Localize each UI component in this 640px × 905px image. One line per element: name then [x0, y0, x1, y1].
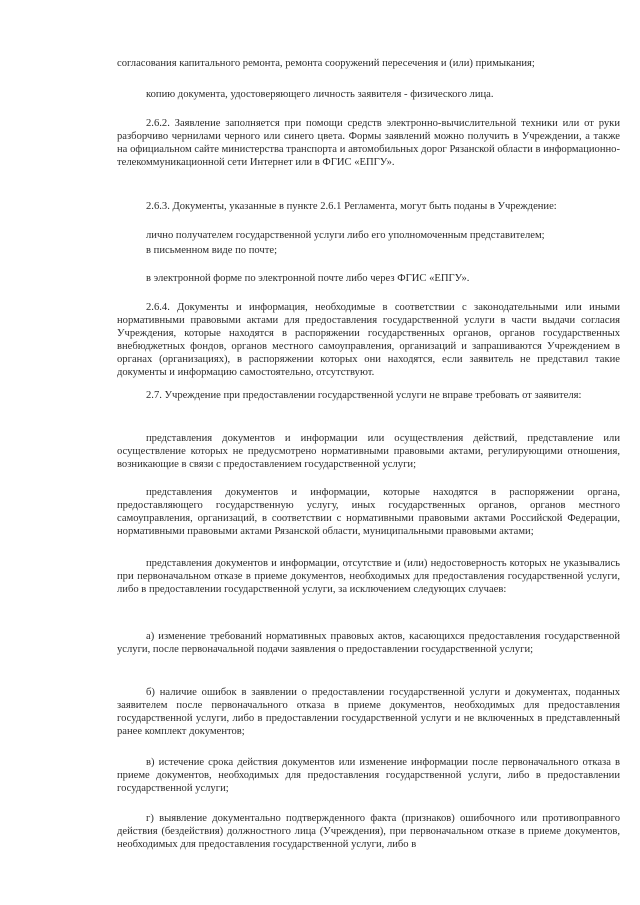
- paragraph-identity-document: копию документа, удостоверяющего личность заявителя - физического лица.: [146, 89, 494, 100]
- paragraph-documents-in-possession: представления документов и информации, которые находятся в распоряжении органа, предоставляющего государственную услугу, иных государственных органов, органов местного самоуправления, организаций, в соответствии с нормативными правовыми актами Российской Федерации, нормативными правовыми актами Рязанской области, муниципальными правовыми актами;: [117, 487, 620, 537]
- paragraph-initial-refusal: представления документов и информации, отсутствие и (или) недостоверность которых не указывались при первоначальном отказе в приеме документов, необходимых для предоставления государственной услуги, либо в предоставлении государственной услуги, за исключением следующих случаев:: [117, 558, 620, 595]
- list-item-a: а) изменение требований нормативных правовых актов, касающихся предоставления государственной услуги, после первоначальной подачи заявления о предоставлении государственной услуги;: [117, 631, 620, 655]
- list-item-in-person: лично получателем государственной услуги либо его уполномоченным представителем;: [146, 230, 545, 241]
- list-item-v: в) истечение срока действия документов или изменение информации после первоначального отказа в приеме документов, необходимых для предоставления государственной услуги, либо в предоставлении государственной услуги;: [117, 757, 620, 794]
- list-item-by-mail: в письменном виде по почте;: [146, 245, 278, 256]
- paragraph-representation-actions: представления документов и информации или осуществления действий, представление или осуществление которых не предусмотрено нормативными правовыми актами, регулирующими отношения, возникающие в связи с предоставлением государственной услуги;: [117, 433, 620, 470]
- paragraph-2-6-3: 2.6.3. Документы, указанные в пункте 2.6.1 Регламента, могут быть поданы в Учреждение:: [146, 201, 557, 212]
- list-item-electronic: в электронной форме по электронной почте либо через ФГИС «ЕПГУ».: [146, 273, 470, 284]
- paragraph-2-6-2: 2.6.2. Заявление заполняется при помощи средств электронно-вычислительной техники или от руки разборчиво чернилами черного или синего цвета. Формы заявлений можно получить в Учреждении, а также на официальном сайте министерства транспорта и автомобильных дорог Рязанской области в информационно-телекоммуникационной сети Интернет или в ФГИС «ЕПГУ».: [117, 118, 620, 168]
- list-item-g: г) выявление документально подтвержденного факта (признаков) ошибочного или противоправного действия (бездействия) должностного лица (Учреждения), при первоначальном отказе в приеме документов, необходимых для предоставления государственной услуги, либо в: [117, 813, 620, 850]
- paragraph-approval-repair: согласования капитального ремонта, ремонта сооружений пересечения и (или) примыкания;: [117, 58, 535, 69]
- list-item-b: б) наличие ошибок в заявлении о предоставлении государственной услуги и документах, поданных заявителем после первоначального отказа в приеме документов, необходимых для предоставления государственной услуги, либо в предоставлении государственной услуги и не включенных в представленный ранее комплект документов;: [117, 687, 620, 737]
- paragraph-2-6-4: 2.6.4. Документы и информация, необходимые в соответствии с законодательными или иными нормативными правовыми актами для предоставления государственной услуги в части выдачи согласия Учреждения, которые находятся в распоряжении государственных органов, органов государственных внебюджетных фондов, органов местного самоуправления, организаций и запрашиваются Учреждением в органах (организациях), в распоряжении которых они находятся, если заявитель не представил такие документы и информацию самостоятельно, отсутствуют.: [117, 302, 620, 378]
- paragraph-2-7: 2.7. Учреждение при предоставлении государственной услуги не вправе требовать от заявителя:: [146, 390, 582, 401]
